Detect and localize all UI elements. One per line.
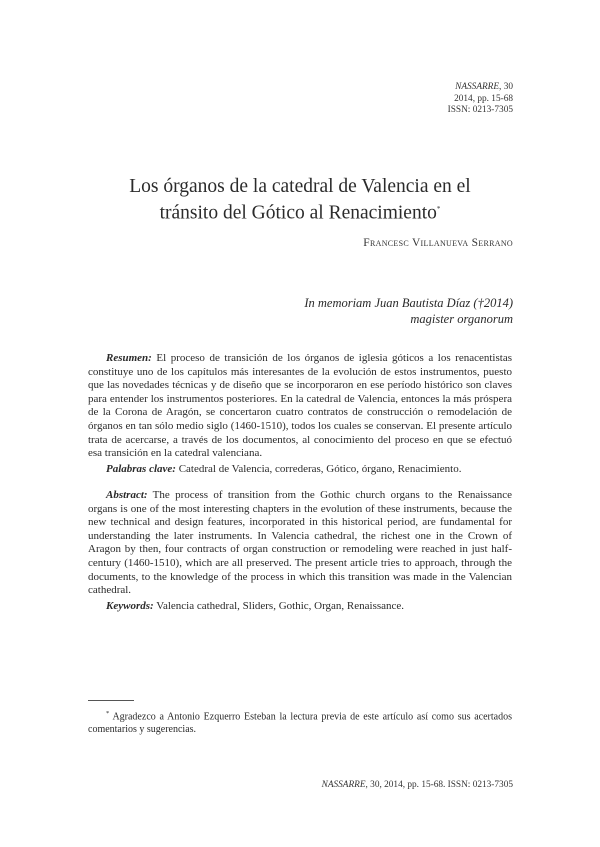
resumen-text: El proceso de transición de los órganos de iglesia góticos a los renacentistas constituye uno de los capítulos más interesantes de la evolución de estos instrumentos, puesto que las novedades técnicas y de diseño que se incorporaron en ese período histórico son claves para entender los instrumentos posteriores. En la catedral de Valencia, entonces la más próspera de la Corona de Aragón, se concertaron cuatro contratos de construcción o remodelación de órganos en tan sólo medio siglo (1460-1510), todos los cuales se conservan. El presente artículo trata de acercarse, a través de los documentos, al conocimiento del proceso en que se efectuó esa transición en la catedral valenciana. <box>88 352 512 460</box>
keywords-text: Valencia cathedral, Sliders, Gothic, Organ, Renaissance. <box>153 599 405 612</box>
abstract-label: Abstract: <box>106 489 148 501</box>
journal-pages: 2014, pp. 15-68 <box>454 93 513 104</box>
dedication-line-2: magister organorum <box>410 311 513 326</box>
palabras-clave-paragraph <box>88 463 512 477</box>
resumen-label: Resumen: <box>106 352 152 364</box>
journal-reference <box>448 82 513 117</box>
keywords-label: Keywords: <box>106 599 154 612</box>
footnote-mark: * <box>106 710 110 717</box>
title-line-2: tránsito del Gótico al Renacimiento <box>159 202 437 224</box>
abstract-section <box>88 489 512 613</box>
footnote-divider <box>88 700 134 701</box>
footnote-text: Agradezco a Antonio Ezquerro Esteban la lectura previa de este artículo así como sus acertados comentarios y sugerencias. <box>88 711 512 736</box>
abstract-text: The process of transition from the Gothic church organs to the Renaissance organs is one of the most interesting chapters in the evolution of these instruments, because the new technical and design features, incorporated in this historical period, are fundamental for understanding the later instruments. In Valencia cathedral, the richest one in the Crown of Aragon by then, four contracts of organ construction or remodeling were reached in just half-century (1460-1510), which are all preserved. The present article tries to approach, through the documents, to the knowledge of the process in which this transition was made in the Valencian cathedral. <box>88 489 512 597</box>
keywords-paragraph <box>88 600 512 614</box>
title-line-1: Los órganos de la catedral de Valencia en el <box>129 176 471 197</box>
page-footer <box>322 780 513 790</box>
article-title <box>88 175 512 225</box>
palabras-clave-text: Catedral de Valencia, correderas, Gótico, órgano, Renacimiento. <box>175 462 462 475</box>
footer-journal: NASSARRE <box>321 780 366 790</box>
resumen-section <box>88 352 512 476</box>
footnote <box>88 707 512 736</box>
journal-issn: ISSN: 0213-7305 <box>447 105 513 115</box>
author-name: Francesc Villanueva Serrano <box>363 237 513 249</box>
abstract-paragraph <box>88 489 512 598</box>
dedication <box>304 296 513 327</box>
journal-name: NASSARRE <box>455 82 500 92</box>
journal-volume: , 30 <box>499 82 513 92</box>
resumen-paragraph <box>88 352 512 461</box>
palabras-clave-label: Palabras clave: <box>106 462 176 475</box>
title-footnote-mark[interactable]: * <box>436 205 441 213</box>
dedication-line-1: In memoriam Juan Bautista Díaz (†2014) <box>304 296 513 310</box>
journal-volume-line <box>448 82 513 94</box>
footer-citation: , 30, 2014, pp. 15-68. ISSN: 0213-7305 <box>365 780 513 790</box>
